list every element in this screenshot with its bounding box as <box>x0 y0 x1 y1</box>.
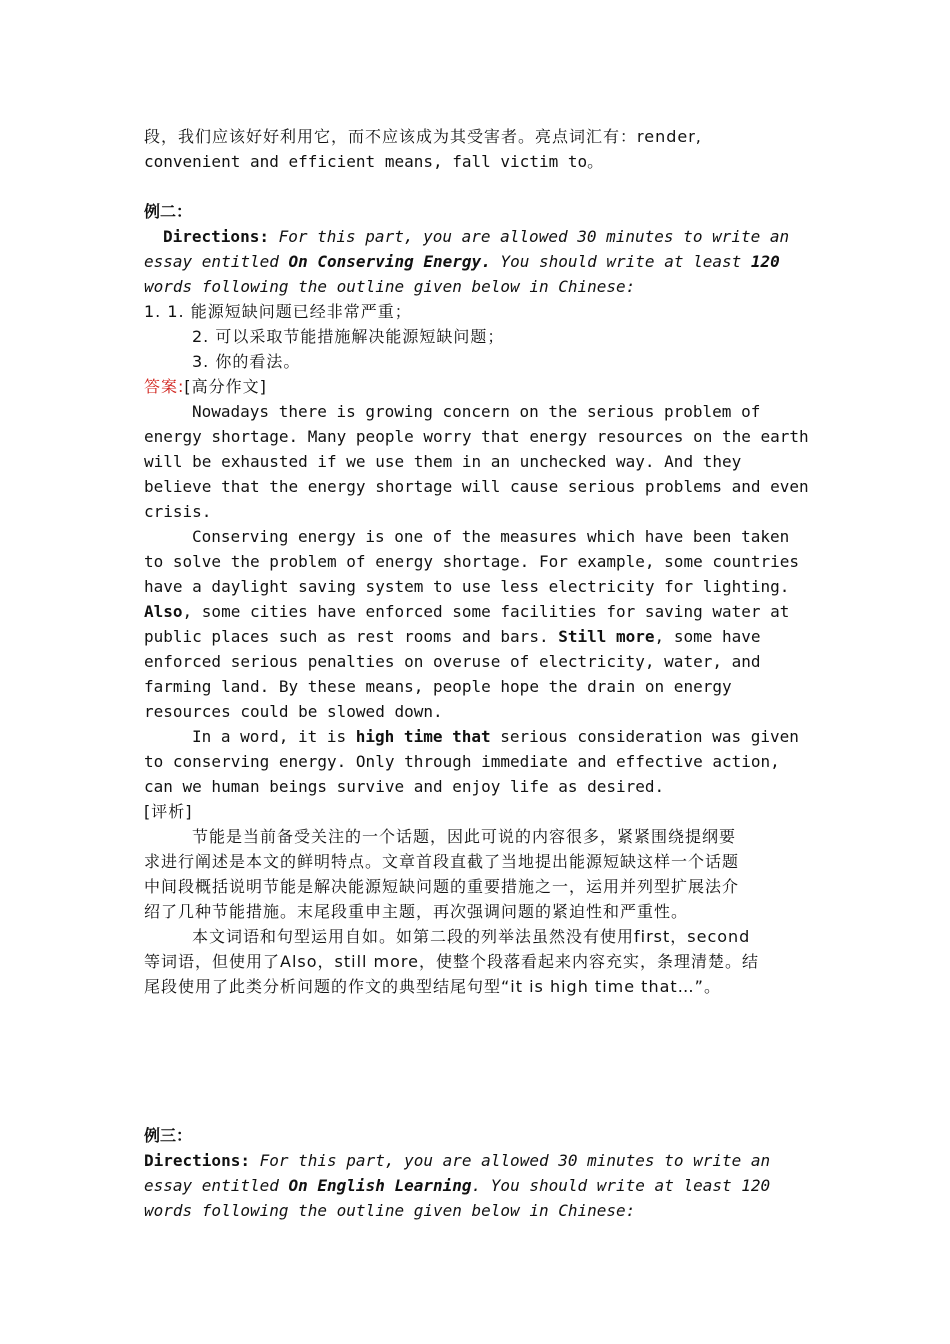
answer-label: 答案: <box>144 377 185 396</box>
directions-line: words following the outline given below in Chinese: <box>144 277 636 296</box>
analysis-line: 尾段使用了此类分析问题的作文的典型结尾句型“it is high time that…”。 <box>144 977 721 996</box>
essay-text: public places such as rest rooms and bars. <box>144 627 559 646</box>
essay-line: farming land. By these means, people hope the drain on energy <box>144 677 732 696</box>
essay-line <box>144 599 812 624</box>
highlight-phrase: high time that <box>355 727 491 746</box>
essay-text: serious consideration was given <box>490 727 799 746</box>
essay-text: , some cities have enforced some facilities for saving water at <box>182 602 790 621</box>
analysis-line: 绍了几种节能措施。末尾段重申主题，再次强调问题的紧迫性和严重性。 <box>144 902 689 921</box>
word-count: 120 <box>750 252 780 271</box>
directions-text: essay entitled <box>144 1176 289 1195</box>
outline-item: 3. 你的看法。 <box>192 352 301 371</box>
analysis-line: 等词语，但使用了Also，still more，使整个段落看起来内容充实，条理清楚。结 <box>144 952 759 971</box>
directions-text: For this part, you are allowed 30 minutes to write an <box>268 227 790 246</box>
intro-line: 段，我们应该好好利用它，而不应该成为其受害者。亮点词汇有：render, <box>144 127 702 146</box>
analysis-tag: [评析] <box>144 802 193 821</box>
essay-line <box>144 724 812 749</box>
essay-text: In a word, it is <box>192 727 356 746</box>
essay-line: believe that the energy shortage will cause serious problems and even <box>144 477 809 496</box>
essay-title: On English Learning <box>288 1176 472 1195</box>
essay-line <box>144 624 812 649</box>
highlight-phrase: Still more <box>558 627 655 646</box>
directions-line <box>144 249 812 274</box>
example-2-heading: 例二： <box>144 202 193 221</box>
directions-label: Directions: <box>163 227 269 246</box>
answer-line <box>144 374 812 399</box>
answer-tag: [高分作文] <box>184 377 267 396</box>
outline-item: 1. 1. 能源短缺问题已经非常严重； <box>144 302 412 321</box>
essay-line: crisis. <box>144 502 212 521</box>
directions-line: words following the outline given below in Chinese: <box>144 1201 636 1220</box>
highlight-phrase: Also <box>144 602 183 621</box>
essay-line: energy shortage. Many people worry that energy resources on the earth <box>144 427 809 446</box>
directions-text: For this part, you are allowed 30 minutes to write an <box>249 1151 771 1170</box>
essay-title: On Conserving Energy. <box>288 252 491 271</box>
directions-line <box>144 1148 812 1173</box>
analysis-line: 求进行阐述是本文的鲜明特点。文章首段直截了当地提出能源短缺这样一个话题 <box>144 852 740 871</box>
essay-line: Nowadays there is growing concern on the serious problem of <box>192 402 761 421</box>
essay-line: resources could be slowed down. <box>144 702 443 721</box>
essay-text: , some have <box>654 627 761 646</box>
directions-text: You should write at least <box>490 252 751 271</box>
analysis-line: 中间段概括说明节能是解决能源短缺问题的重要措施之一，运用并列型扩展法介 <box>144 877 740 896</box>
directions-label: Directions: <box>144 1151 250 1170</box>
directions-line <box>144 1173 812 1198</box>
directions-text: essay entitled <box>144 252 289 271</box>
intro-line: convenient and efficient means, fall victim to。 <box>144 152 604 171</box>
essay-line: Conserving energy is one of the measures which have been taken <box>192 527 790 546</box>
essay-line: will be exhausted if we use them in an unchecked way. And they <box>144 452 742 471</box>
example-3-heading: 例三： <box>144 1126 193 1145</box>
essay-line: can we human beings survive and enjoy life as desired. <box>144 777 665 796</box>
directions-text: . You should write at least 120 <box>471 1176 771 1195</box>
essay-line: to conserving energy. Only through immediate and effective action, <box>144 752 780 771</box>
essay-line: to solve the problem of energy shortage. For example, some countries <box>144 552 800 571</box>
analysis-line: 本文词语和句型运用自如。如第二段的列举法虽然没有使用first，second <box>192 927 751 946</box>
analysis-line: 节能是当前备受关注的一个话题，因此可说的内容很多，紧紧围绕提纲要 <box>192 827 737 846</box>
essay-line: enforced serious penalties on overuse of electricity, water, and <box>144 652 761 671</box>
directions-line <box>144 224 812 249</box>
essay-line: have a daylight saving system to use less electricity for lighting. <box>144 577 790 596</box>
outline-item: 2. 可以采取节能措施解决能源短缺问题； <box>192 327 505 346</box>
document-page <box>144 124 812 1223</box>
